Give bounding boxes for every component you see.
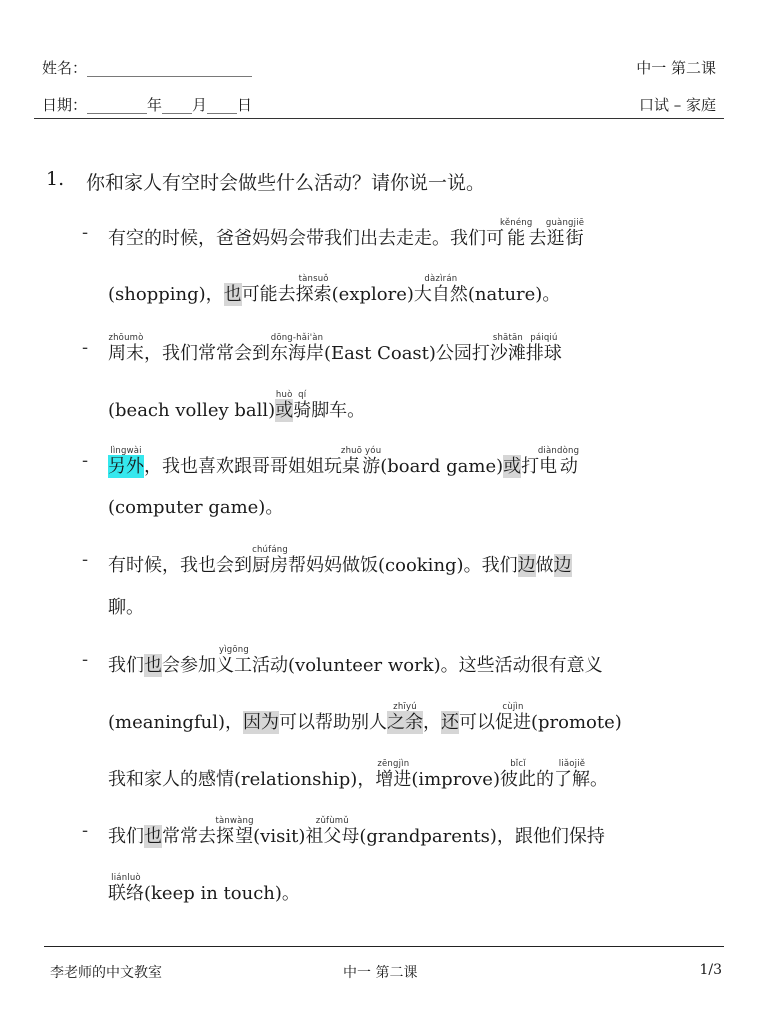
text-run: 活动(volunteer work)。这些活动很有意义 <box>252 655 603 676</box>
bullet-dash: - <box>82 450 89 471</box>
pinyin-word: 桌游zhuō yóu <box>340 446 382 477</box>
text-run: (East Coast)公园打 <box>324 343 490 364</box>
highlighted-word: 也 <box>144 655 162 676</box>
footer-divider <box>44 946 724 947</box>
bullet-dash: - <box>82 337 89 358</box>
text-run: ，我们常常会到 <box>144 343 270 364</box>
text-run: 有时候，我也会到 <box>108 555 252 576</box>
text-run: (visit) <box>253 826 306 847</box>
highlighted-word: 还 <box>440 712 459 733</box>
header-divider <box>34 118 724 119</box>
pinyin-word: 联络liánluò <box>108 873 144 904</box>
bullet-dash: - <box>82 549 89 570</box>
answer-3-line-1 <box>108 446 579 482</box>
text-run: 会参加 <box>162 655 216 676</box>
text-run: (computer game)。 <box>108 497 284 518</box>
highlighted-word: 边 <box>553 555 572 576</box>
pinyin-word: 义工yìgōng <box>216 645 252 676</box>
pinyin-word: 电动diàndòng <box>537 446 580 477</box>
text-run: 可以帮助别人 <box>278 712 387 733</box>
pinyin-word: 或huò <box>275 390 294 421</box>
highlighted-word: 也 <box>144 826 162 847</box>
text-run: 聊。 <box>108 597 144 618</box>
text-run: 可以 <box>458 712 495 733</box>
text-run: (grandparents)，跟他们保持 <box>359 826 605 847</box>
text-run: (beach volley ball) <box>108 400 276 421</box>
text-run: (keep in touch)。 <box>144 883 300 904</box>
text-run: 有空的时候，爸爸妈妈会带我们出去走走。我们可 <box>108 228 504 249</box>
answer-4-line-2 <box>108 593 144 623</box>
bullet-dash: - <box>82 222 89 243</box>
bullet-dash: - <box>82 649 89 670</box>
answer-6-line-2 <box>108 873 300 909</box>
answer-4-line-1 <box>108 545 572 581</box>
pinyin-word: 大自然dàzìrán <box>413 274 468 305</box>
highlighted-word: 因为 <box>242 712 279 733</box>
text-run: (improve) <box>411 769 500 790</box>
topic-label: 口试 – 家庭 <box>638 96 716 114</box>
text-run: (board game) <box>380 456 504 477</box>
pinyin-word: 东海岸dōng-hǎi'àn <box>270 333 324 364</box>
page-number: 1/3 <box>699 962 722 978</box>
text-run: (meaningful)， <box>108 712 243 733</box>
highlighted-word: 也 <box>223 284 242 305</box>
text-run: (shopping)， <box>108 284 224 305</box>
course-label: 中一 第二课 <box>636 59 716 77</box>
text-run: 。 <box>589 769 608 790</box>
date-field-label: 日期：________年____月____日 <box>42 96 253 114</box>
highlighted-word: 或 <box>503 456 522 477</box>
answer-5-line-2 <box>108 702 622 738</box>
text-run: 打 <box>521 456 540 477</box>
pinyin-word: 了解liǎojiě <box>553 759 590 790</box>
answer-6-line-1 <box>108 816 605 852</box>
text-run: 我们 <box>108 655 144 676</box>
pinyin-word: 探索tànsuǒ <box>295 274 332 305</box>
answer-5-line-1 <box>108 645 603 681</box>
text-run: (nature)。 <box>467 284 561 305</box>
pinyin-word: 能kěnéng <box>500 218 533 249</box>
pinyin-word: 彼此bǐcǐ <box>499 759 536 790</box>
question-number: 1. <box>46 168 65 190</box>
text-run: 常常去 <box>162 826 216 847</box>
pinyin-word: 另外lìngwài <box>108 446 144 477</box>
text-run: 脚车。 <box>311 400 366 421</box>
answer-2-line-2 <box>108 390 365 426</box>
text-run: ，我也喜欢跟哥哥姐姐玩 <box>144 456 342 477</box>
text-run: 帮妈妈做饭(cooking)。我们 <box>288 555 518 576</box>
name-field-label: 姓名：______________________ <box>42 59 253 77</box>
text-run: 我和家人的感情(relationship)， <box>108 769 376 790</box>
pinyin-word: 增进zēngjìn <box>375 759 412 790</box>
footer-course: 中一 第二课 <box>343 965 418 981</box>
text-run: 我们 <box>108 826 144 847</box>
text-run: (explore) <box>331 284 414 305</box>
text-run: 可能去 <box>241 284 296 305</box>
pinyin-word: 排球páiqiú <box>525 333 562 364</box>
text-run: 的 <box>535 769 554 790</box>
answer-2-line-1 <box>108 333 562 369</box>
answer-5-line-3 <box>108 759 608 795</box>
question-text: 你和家人有空时会做些什么活动？请你说一说。 <box>86 172 486 194</box>
answer-1-line-2 <box>108 274 560 310</box>
pinyin-word: 周末zhōumò <box>108 333 144 364</box>
highlighted-word: 边 <box>517 555 536 576</box>
pinyin-word: 之余zhīyú <box>386 702 423 733</box>
pinyin-word: 探望tànwàng <box>215 816 254 847</box>
text-run: (promote) <box>530 712 622 733</box>
text-run: ， <box>422 712 441 733</box>
text-run: 去 <box>528 228 547 249</box>
answer-3-line-2 <box>108 493 283 523</box>
pinyin-word: 逛街guàngjiē <box>545 218 585 249</box>
pinyin-word: 厨房chúfáng <box>252 545 288 576</box>
pinyin-word: 骑qí <box>293 390 312 421</box>
pinyin-word: 沙滩shātān <box>489 333 526 364</box>
pinyin-word: 促进cùjìn <box>494 702 531 733</box>
pinyin-word: 祖父母zǔfùmǔ <box>305 816 360 847</box>
footer-school: 李老师的中文教室 <box>50 965 162 981</box>
answer-1-line-1 <box>108 218 584 254</box>
bullet-dash: - <box>82 820 89 841</box>
text-run: 做 <box>535 555 554 576</box>
